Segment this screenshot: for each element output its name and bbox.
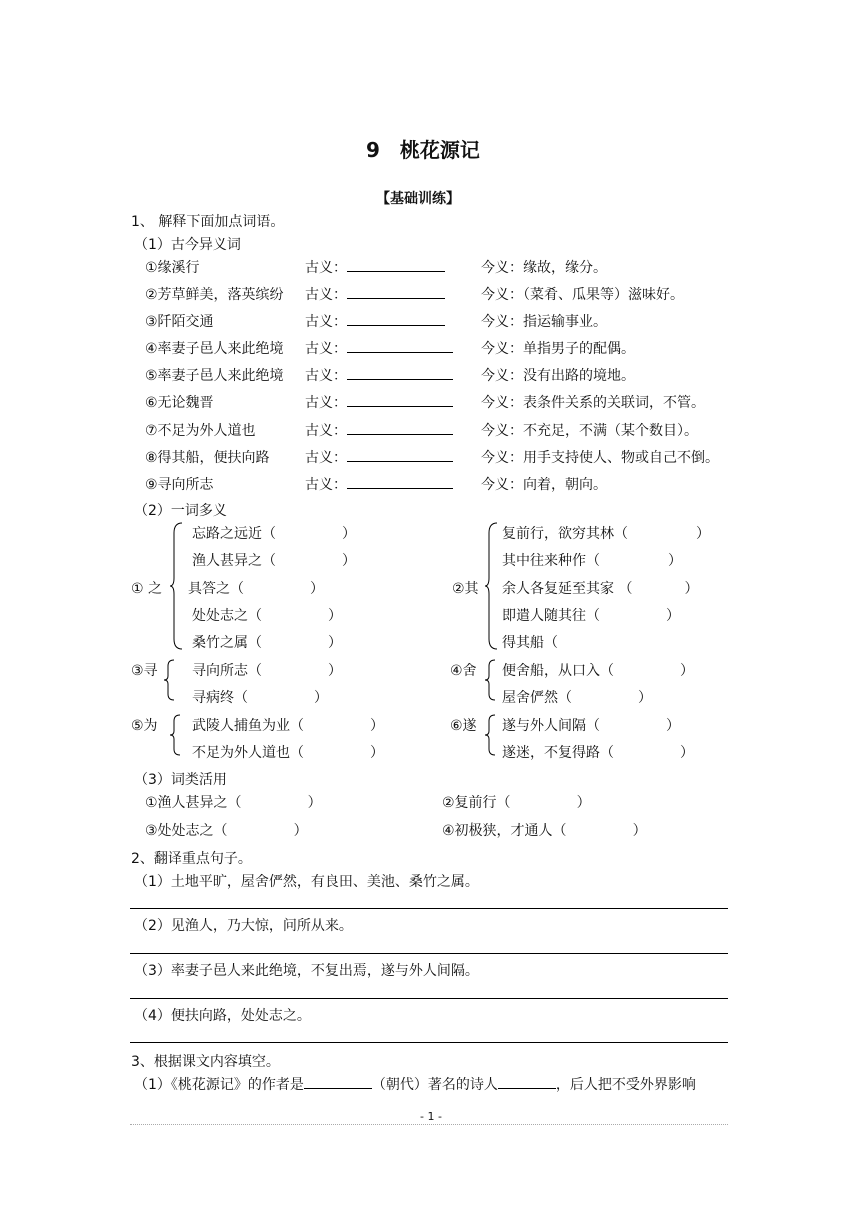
she-brace: [485, 660, 497, 700]
q1-item-9: [145, 474, 214, 494]
q1-item-4: [145, 338, 284, 358]
answer-line[interactable]: [130, 953, 728, 954]
jin-meaning: 今义：单指男子的配偶。: [481, 341, 635, 357]
q1-part2-label: （2）一词多义: [134, 503, 227, 519]
wei-brace: [170, 715, 182, 755]
item-phrase: ②芳草鲜美，落英缤纷: [145, 287, 284, 303]
part3-item: ②复前行（ ）: [442, 795, 591, 811]
answer-blank[interactable]: [347, 257, 445, 272]
jin-meaning: 今义：表条件关系的关联词，不管。: [481, 395, 705, 411]
item-phrase: ④率妻子邑人来此绝境: [145, 341, 284, 357]
gu-label: 古义：: [305, 420, 453, 440]
answer-line[interactable]: [130, 1042, 728, 1043]
jin-meaning: 今义：用手支持使人、物或自己不倒。: [481, 450, 719, 466]
item-phrase: ⑧得其船，便扶向路: [145, 450, 270, 466]
sui-brace: [485, 715, 497, 755]
gu-label: 古义：: [305, 311, 445, 331]
answer-blank[interactable]: [347, 420, 453, 435]
q2-sentence-4: （4）便扶向路，处处志之。: [134, 1008, 311, 1024]
zhi-item: 处处志之（ ）: [192, 608, 342, 624]
q3-line-1: （1）《桃花源记》的作者是 （朝代）著名的诗人 ，后人把不受外界影响: [134, 1074, 696, 1094]
she-item: 便舍船，从口入（ ）: [502, 663, 694, 679]
q2-sentence-1: （1）土地平旷，屋舍俨然，有良田、美池、桑竹之属。: [134, 874, 479, 890]
xun-brace: [164, 660, 176, 700]
q1-item-1: [145, 257, 200, 277]
wei-label: ⑤为: [131, 718, 158, 734]
gu-label: 古义：: [305, 338, 453, 358]
part3-item: ①渔人甚异之（ ）: [145, 795, 322, 811]
q1-item-3: [145, 311, 214, 331]
jin-meaning: 今义：向着，朝向。: [481, 477, 607, 493]
zhi-item: 忘路之远近（ ）: [192, 526, 356, 542]
gu-label: 古义：: [305, 474, 453, 494]
jin-meaning: 今义：不充足，不满（某个数目）。: [481, 423, 698, 439]
q1-item-5: [145, 365, 284, 385]
item-phrase: ⑥无论魏晋: [145, 395, 214, 411]
q1-item-7: [145, 420, 256, 440]
gu-label: 古义：: [305, 257, 445, 277]
jin-meaning: 今义：没有出路的境地。: [481, 368, 635, 384]
part3-item: ③处处志之（ ）: [145, 823, 308, 839]
q1-heading: 1、 解释下面加点词语。: [131, 214, 285, 230]
q1-item-2: [145, 284, 284, 304]
answer-blank[interactable]: [347, 474, 453, 489]
q2-sentence-2: （2）见渔人，乃大惊，问所从来。: [134, 918, 353, 934]
jin-meaning: 今义：指运输事业。: [481, 314, 607, 330]
gu-label: 古义：: [305, 392, 453, 412]
xun-item: 寻病终（ ）: [192, 690, 328, 706]
qi-item: 复前行，欲穷其林（ ）: [502, 526, 710, 542]
zhi-item: 桑竹之属（ ）: [192, 635, 342, 651]
qi-item: 余人各复延至其家 （ ）: [502, 581, 699, 597]
jin-meaning: 今义：（菜肴、瓜果等）滋味好。: [481, 287, 684, 303]
answer-line[interactable]: [130, 908, 728, 909]
footer-divider: [130, 1124, 728, 1125]
item-phrase: ⑤率妻子邑人来此绝境: [145, 368, 284, 384]
item-phrase: ⑨寻向所志: [145, 477, 214, 493]
xun-label: ③寻: [131, 663, 158, 679]
gu-label: 古义：: [305, 284, 445, 304]
zhi-brace: [170, 523, 184, 649]
section-heading: 【基础训练】: [376, 191, 460, 207]
answer-blank[interactable]: [347, 311, 445, 326]
q1-item-6: [145, 392, 214, 412]
qi-item: 即遣人随其往（ ）: [502, 608, 680, 624]
q3-heading: 3、根据课文内容填空。: [131, 1054, 280, 1070]
zhi-label: ① 之: [131, 581, 163, 597]
page-number: - 1 -: [420, 1110, 442, 1123]
item-phrase: ⑦不足为外人道也: [145, 423, 256, 439]
qi-item: 其中往来种作（ ）: [502, 553, 682, 569]
sui-label: ⑥遂: [450, 718, 477, 734]
she-item: 屋舍俨然（ ）: [502, 690, 652, 706]
qi-brace: [485, 523, 499, 649]
xun-item: 寻向所志（ ）: [192, 663, 342, 679]
answer-blank[interactable]: [347, 392, 453, 407]
wei-item: 武陵人捕鱼为业（ ）: [192, 718, 384, 734]
qi-item: 得其船（: [502, 635, 558, 651]
answer-blank[interactable]: [304, 1074, 372, 1089]
answer-line[interactable]: [130, 998, 728, 999]
she-label: ④舍: [450, 663, 477, 679]
gu-label: 古义：: [305, 447, 453, 467]
sui-item: 遂与外人间隔（ ）: [502, 718, 680, 734]
page-title: 9 桃花源记: [366, 138, 480, 162]
answer-blank[interactable]: [347, 284, 445, 299]
sui-item: 遂迷，不复得路（ ）: [502, 745, 694, 761]
q1-part1-label: （1）古今异义词: [134, 237, 241, 253]
zhi-item: 具答之（ ）: [188, 581, 324, 597]
part3-item: ④初极狭，才通人（ ）: [442, 823, 647, 839]
answer-blank[interactable]: [347, 365, 453, 380]
q1-item-8: [145, 447, 270, 467]
item-phrase: ①缘溪行: [145, 260, 200, 276]
q1-part3-label: （3）词类活用: [134, 772, 227, 788]
wei-item: 不足为外人道也（ ）: [192, 745, 384, 761]
q2-heading: 2、翻译重点句子。: [131, 851, 252, 867]
answer-blank[interactable]: [498, 1074, 556, 1089]
answer-blank[interactable]: [347, 338, 453, 353]
item-phrase: ③阡陌交通: [145, 314, 214, 330]
qi-label: ②其: [452, 581, 479, 597]
jin-meaning: 今义：缘故，缘分。: [481, 260, 607, 276]
q2-sentence-3: （3）率妻子邑人来此绝境，不复出焉，遂与外人间隔。: [134, 963, 479, 979]
zhi-item: 渔人甚异之（ ）: [192, 553, 356, 569]
answer-blank[interactable]: [347, 447, 453, 462]
gu-label: 古义：: [305, 365, 453, 385]
